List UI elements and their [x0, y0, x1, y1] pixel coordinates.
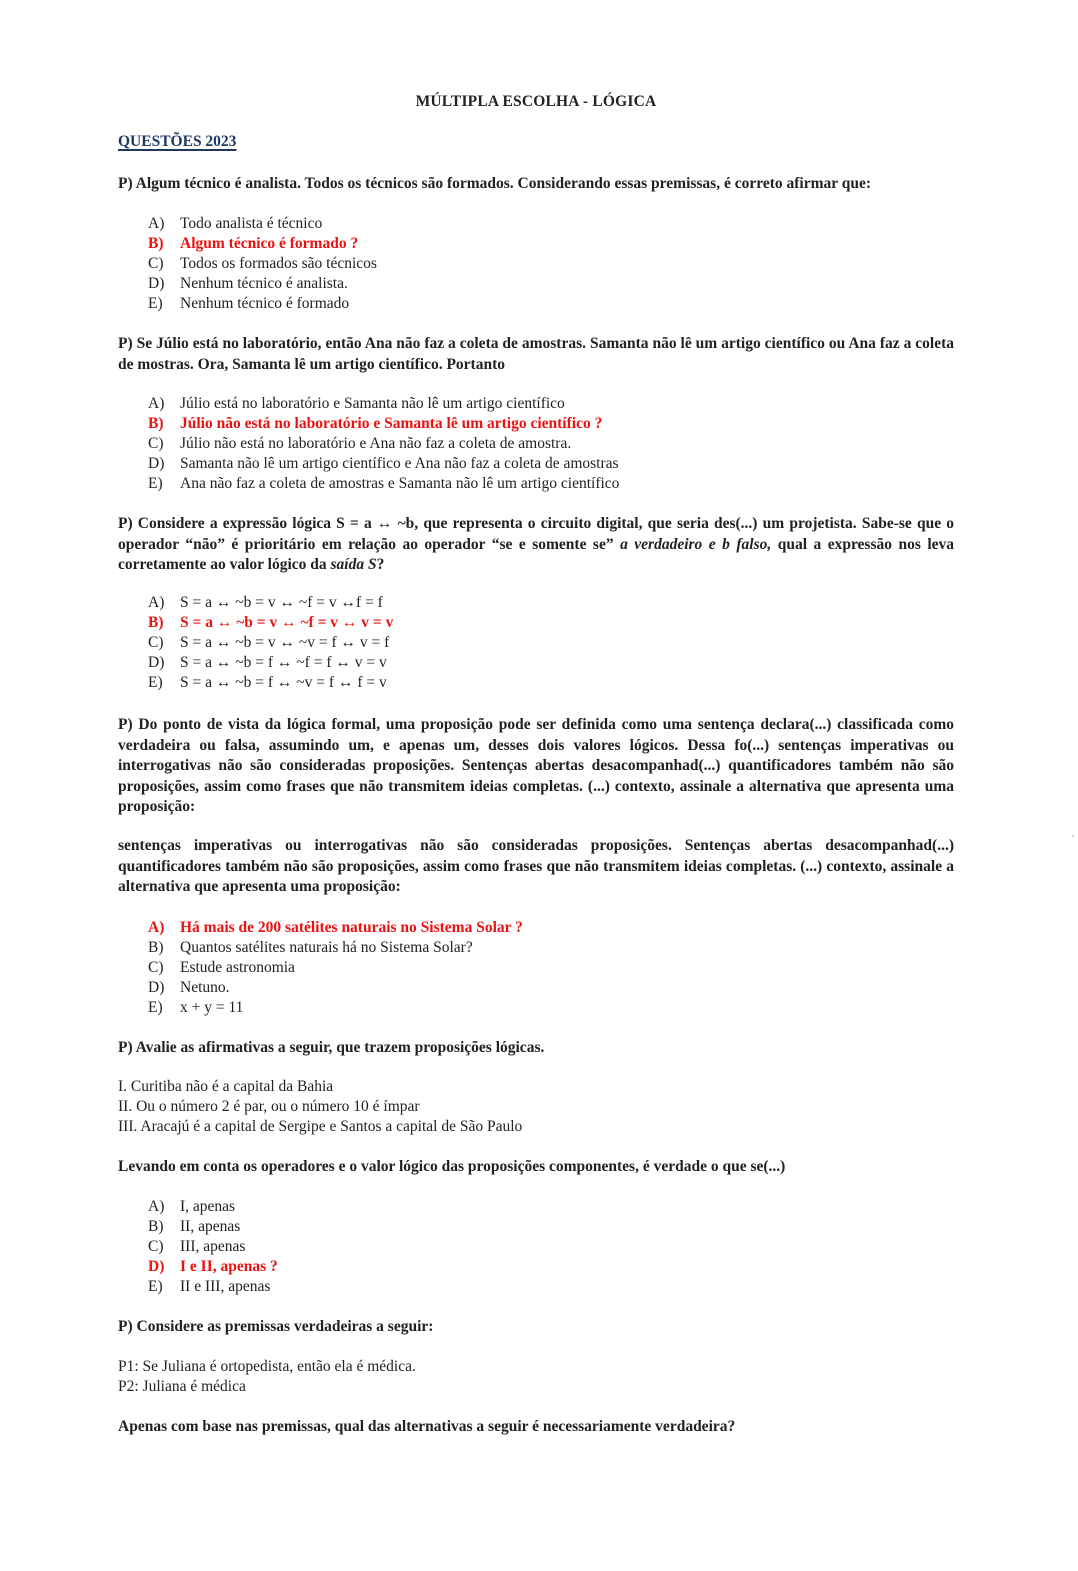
question-2-prompt: P) Se Júlio está no laboratório, então Ana não faz a coleta de amostras. Samanta não lê um artigo científico ou Ana faz a coleta de mostras. Ora, Samanta lê um artigo científico. Portanto	[118, 335, 954, 373]
option-b[interactable]: B) Quantos satélites naturais há no Sistema Solar?	[148, 939, 473, 956]
premise-p2: P2: Juliana é médica	[118, 1378, 246, 1395]
question-5-prompt: P) Avalie as afirmativas a seguir, que trazem proposições lógicas.	[118, 1039, 545, 1056]
option-d[interactable]: D) Nenhum técnico é analista.	[148, 275, 348, 292]
option-e[interactable]: E) S = a ↔ ~b = f ↔ ~v = f ↔ f = v	[148, 674, 387, 691]
question-5-followup: Levando em conta os operadores e o valor lógico das proposições componentes, é verdade o que se(...)	[118, 1158, 786, 1175]
option-d-correct[interactable]: D) I e II, apenas ?	[148, 1258, 278, 1275]
option-e[interactable]: E) x + y = 11	[148, 999, 244, 1016]
scan-artifact	[1072, 835, 1074, 837]
option-b-correct[interactable]: B) Júlio não está no laboratório e Samanta lê um artigo científico ?	[148, 415, 603, 432]
option-a[interactable]: A) I, apenas	[148, 1198, 236, 1215]
option-a[interactable]: A) Todo analista é técnico	[148, 215, 323, 232]
option-d[interactable]: D) S = a ↔ ~b = f ↔ ~f = f ↔ v = v	[148, 654, 387, 671]
option-e[interactable]: E) II e III, apenas	[148, 1278, 271, 1295]
statement-iii: III. Aracajú é a capital de Sergipe e Santos a capital de São Paulo	[118, 1118, 523, 1135]
premise-p1: P1: Se Juliana é ortopedista, então ela é médica.	[118, 1358, 416, 1375]
option-c[interactable]: C) Estude astronomia	[148, 959, 295, 976]
option-c[interactable]: C) Todos os formados são técnicos	[148, 255, 377, 272]
question-3-prompt: P) Considere a expressão lógica S = a ↔ ~b, que representa o circuito digital, que seria des(...) um projetista. Sabe-se que o operador “não” é prioritário em relação ao operador “se e somente se” a verdadeiro e b falso, qual a expressão nos leva corretamente ao valor lógico da saída S?	[118, 515, 955, 573]
question-6-prompt: P) Considere as premissas verdadeiras a seguir:	[118, 1318, 434, 1335]
option-e[interactable]: E) Nenhum técnico é formado	[148, 295, 350, 312]
statement-i: I. Curitiba não é a capital da Bahia	[118, 1078, 334, 1095]
question-1-options	[148, 214, 948, 314]
option-a-correct[interactable]: A) Há mais de 200 satélites naturais no Sistema Solar ?	[148, 919, 523, 936]
section-heading: QUESTÕES 2023	[118, 133, 237, 150]
question-3-options	[148, 593, 948, 693]
question-2-options	[148, 394, 948, 494]
page-title: MÚLTIPLA ESCOLHA - LÓGICA	[415, 93, 657, 110]
option-b-correct[interactable]: B) Algum técnico é formado ?	[148, 235, 359, 252]
option-c[interactable]: C) Júlio não está no laboratório e Ana não faz a coleta de amostra.	[148, 435, 572, 452]
statement-ii: II. Ou o número 2 é par, ou o número 10 é ímpar	[118, 1098, 420, 1115]
option-d[interactable]: D) Samanta não lê um artigo científico e Ana não faz a coleta de amostras	[148, 455, 619, 472]
question-6-premises	[118, 1357, 954, 1397]
option-c[interactable]: C) III, apenas	[148, 1238, 246, 1255]
option-b[interactable]: B) II, apenas	[148, 1218, 241, 1235]
question-5-statements	[118, 1077, 954, 1137]
question-1-prompt: P) Algum técnico é analista. Todos os técnicos são formados. Considerando essas premissas, é correto afirmar que:	[118, 175, 872, 192]
question-4-prompt: P) Do ponto de vista da lógica formal, uma proposição pode ser definida como uma sentença declara(...) classificada como verdadeira ou falsa, assumindo um, e apenas um, desses dois valores lógicos. Dessa fo(...) sentenças imperativas ou interrogativas não são consideradas proposições. Sentenças abertas desacompanhad(...) quantificadores também não são proposições, assim como frases que não transmitem ideias completas. (...) contexto, assinale a alternativa que apresenta uma proposição:	[118, 716, 954, 815]
question-4-options	[148, 918, 948, 1018]
option-b-correct[interactable]: B) S = a ↔ ~b = v ↔ ~f = v ↔ v = v	[148, 614, 394, 631]
option-a[interactable]: A) Júlio está no laboratório e Samanta não lê um artigo científico	[148, 395, 565, 412]
option-e[interactable]: E) Ana não faz a coleta de amostras e Samanta não lê um artigo científico	[148, 475, 620, 492]
question-4-repeated-prompt: sentenças imperativas ou interrogativas não são consideradas proposições. Sentenças abertas desacompanhad(...) quantificadores também não são proposições, assim como frases que não transmitem ideias completas. (...) contexto, assinale a alternativa que apresenta uma proposição:	[118, 837, 954, 895]
option-a[interactable]: A) S = a ↔ ~b = v ↔ ~f = v ↔f = f	[148, 594, 383, 611]
question-6-followup: Apenas com base nas premissas, qual das alternativas a seguir é necessariamente verdadeira?	[118, 1418, 736, 1435]
option-d[interactable]: D) Netuno.	[148, 979, 230, 996]
option-c[interactable]: C) S = a ↔ ~b = v ↔ ~v = f ↔ v = f	[148, 634, 390, 651]
question-5-options	[148, 1197, 948, 1297]
